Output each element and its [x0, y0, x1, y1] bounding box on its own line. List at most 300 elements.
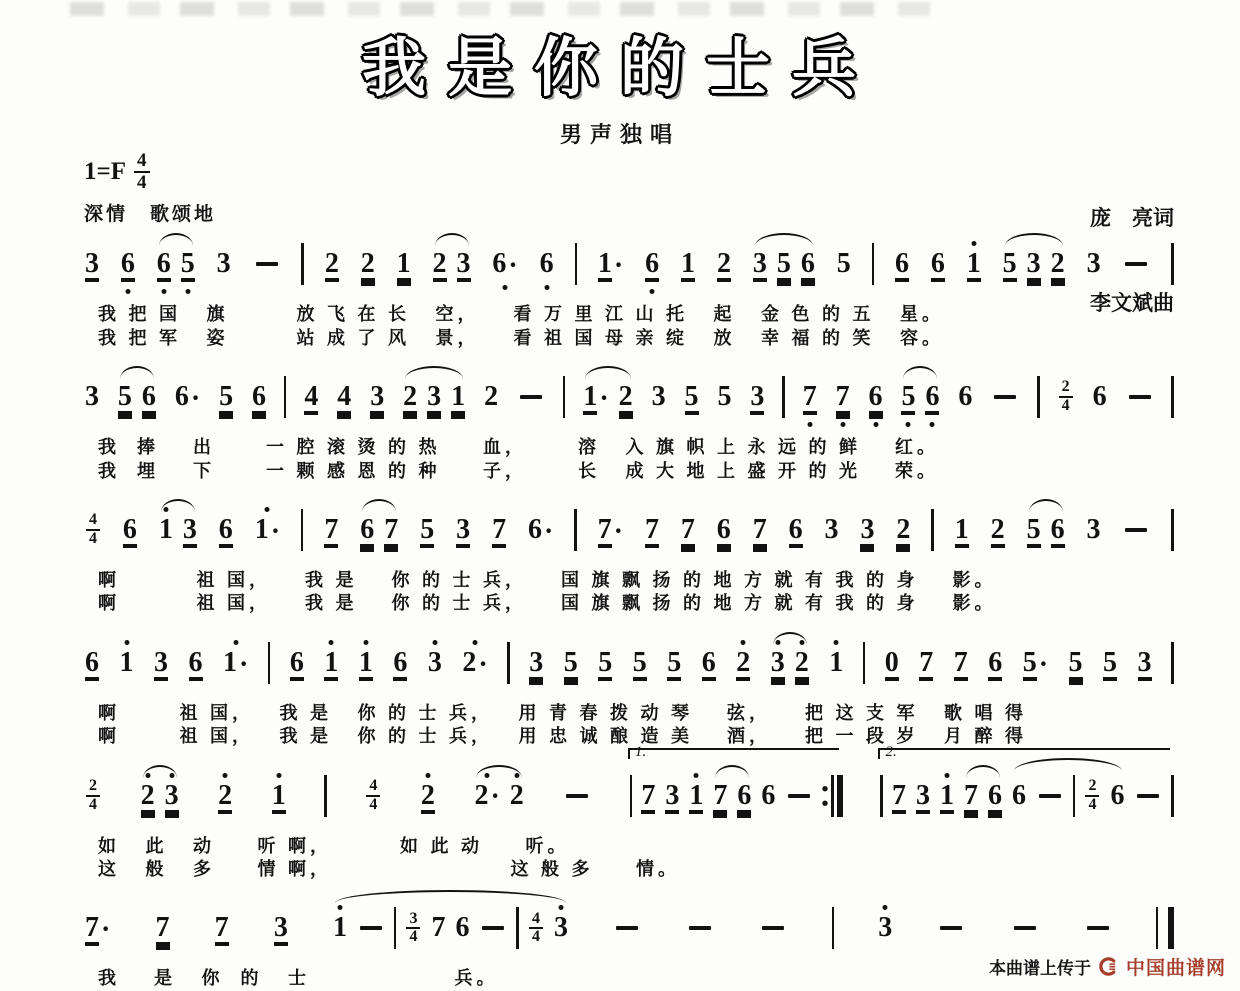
note: [1086, 513, 1102, 545]
time-signature-change: [1059, 379, 1073, 415]
note: [1068, 646, 1084, 678]
meter-numerator: 4: [86, 512, 100, 531]
note-number: 6: [1092, 381, 1107, 413]
note-number: 7: [85, 912, 99, 944]
music-notes-row: [84, 374, 1174, 426]
note-number: 1: [324, 646, 339, 678]
duration-dash: [1125, 528, 1147, 532]
slur-arc-group: [752, 250, 816, 278]
note-number: 6: [788, 513, 803, 545]
note: [155, 914, 171, 942]
note-number: 5: [1068, 646, 1083, 678]
scan-artifact: [70, 2, 950, 16]
music-system: [84, 640, 1174, 749]
note-number: 5: [717, 381, 732, 413]
octave-dot-above: [363, 640, 368, 645]
barline: [394, 907, 397, 949]
duration-dash: [1129, 395, 1151, 399]
barline: [516, 907, 519, 949]
slur-arc-group: [117, 383, 157, 411]
note: [752, 250, 768, 278]
barline: [1171, 775, 1174, 817]
note-number: 1: [119, 646, 134, 678]
note: [963, 779, 979, 811]
time-signature-change: [86, 512, 100, 548]
note-number: 2: [794, 646, 809, 678]
octave-dot-below: [840, 422, 845, 427]
note: [716, 250, 732, 278]
octave-dot-below: [873, 422, 878, 427]
note: [383, 513, 399, 545]
note: [990, 513, 1006, 545]
volta-bracket: [630, 743, 843, 817]
note-number: 6: [455, 912, 470, 944]
note: [597, 646, 613, 678]
note: [701, 646, 717, 678]
note-number: 7: [431, 912, 446, 944]
note: [680, 250, 696, 278]
note-number: 1: [939, 779, 954, 811]
site-logo-icon: [1098, 956, 1119, 977]
note: [188, 646, 204, 678]
note-number: 2: [360, 248, 375, 280]
note-number: 5: [420, 513, 435, 545]
note-number: 5: [632, 646, 647, 678]
note: [84, 912, 111, 946]
music-notes-row: [84, 743, 1174, 825]
note-number: 6: [925, 381, 940, 413]
note: [1102, 646, 1118, 678]
performance-type: 男声独唱: [559, 122, 680, 148]
note: [218, 383, 234, 411]
duration-dash: [940, 926, 962, 930]
note-number: 6: [156, 248, 171, 280]
note: [760, 779, 776, 811]
note: [1026, 250, 1042, 278]
octave-dot-above: [163, 507, 168, 512]
octave-dot-above: [944, 773, 949, 778]
meter-numerator: 2: [1085, 778, 1099, 797]
note: [84, 383, 100, 411]
note: [894, 250, 910, 278]
repeat-thick-bar: [837, 775, 843, 817]
note: [776, 250, 792, 278]
note-number: 1: [451, 381, 466, 413]
note: [324, 250, 340, 278]
augmentation-dot: ·: [508, 250, 518, 282]
note-number: 5: [776, 248, 791, 280]
note: [1002, 250, 1018, 278]
note: [84, 646, 100, 678]
note-number: 5: [117, 381, 132, 413]
lyric-line: 啊 祖 国， 我 是 你 的 士 兵， 国 旗 飘 扬 的 地 方 就 有 我 的 身 影。: [98, 593, 997, 614]
note: [419, 513, 435, 545]
octave-dot-above: [834, 640, 839, 645]
note-number: 3: [216, 248, 231, 280]
note: [924, 383, 940, 411]
note: [164, 779, 180, 811]
music-system: [84, 507, 1174, 616]
note-number: 1: [332, 912, 347, 944]
meter-denominator: 4: [531, 928, 540, 946]
duration-dash: [482, 926, 504, 930]
note-number: 5: [836, 248, 851, 280]
note: [289, 646, 305, 678]
note: [953, 646, 969, 678]
lyricist-credit: 庞 亮词: [1090, 206, 1174, 231]
barline: [872, 243, 875, 285]
note-number: 3: [878, 912, 893, 944]
slur-arc-group: [359, 513, 399, 545]
note-number: 3: [770, 646, 785, 678]
music-notes-row: [84, 905, 1174, 957]
note-number: 2: [324, 248, 339, 280]
note: [527, 513, 554, 547]
note-number: 2: [736, 646, 751, 678]
duration-dash: [1087, 926, 1109, 930]
lyric-line: 我 是 你 的 士 兵。: [98, 968, 499, 989]
note-number: 5: [563, 646, 578, 678]
note: [1109, 779, 1125, 811]
note-number: 2: [484, 381, 499, 413]
note: [323, 646, 339, 678]
note-number: 7: [680, 513, 695, 545]
repeat-end-barline: [822, 775, 843, 817]
key-signature: [84, 151, 1174, 193]
note: [918, 646, 934, 678]
note: [254, 513, 281, 547]
note: [491, 513, 507, 545]
note: [222, 646, 249, 680]
note: [359, 513, 375, 545]
augmentation-dot: ·: [490, 781, 500, 813]
site-name: 中国曲谱网: [1125, 958, 1226, 979]
note: [528, 646, 544, 678]
volta-number: 1.: [634, 743, 647, 760]
note-number: 6: [122, 513, 137, 545]
note: [454, 914, 470, 942]
note-number: 2: [509, 779, 524, 811]
note: [473, 779, 500, 813]
time-signature-change: [86, 778, 100, 814]
lyric-line: 我 把 国 旗 放 飞 在 长 空， 看 万 里 江 山 托 起 金 色 的 五 星。: [98, 304, 944, 325]
note-number: 6: [141, 381, 156, 413]
note-number: 3: [915, 779, 930, 811]
note-number: 3: [824, 513, 839, 545]
note: [868, 383, 884, 411]
octave-dot-above: [124, 640, 129, 645]
lyric-line: 我 把 军 姿 站 成 了 风 景， 看 祖 国 母 亲 绽 放 幸 福 的 笑 容。: [98, 327, 944, 348]
footer: [989, 953, 1226, 980]
note-number: 3: [1137, 646, 1152, 678]
note: [987, 779, 1003, 811]
octave-dot-above: [223, 773, 228, 778]
time-signature-change: [1085, 778, 1099, 814]
note: [684, 383, 700, 411]
note: [900, 383, 916, 411]
note-number: 6: [1011, 779, 1026, 811]
octave-dot-above: [473, 640, 478, 645]
barline: [863, 642, 866, 684]
note: [939, 779, 955, 811]
repeat-thin-bar: [831, 775, 834, 817]
note-number: 6: [174, 381, 189, 413]
slur-arc-group: [156, 250, 196, 278]
music-notes-row: [84, 507, 1174, 559]
note-number: 2: [218, 779, 233, 811]
note: [156, 250, 172, 278]
note-number: 3: [553, 912, 568, 944]
duration-dash: [788, 794, 810, 798]
augmentation-dot: ·: [1038, 648, 1049, 680]
music-system: [84, 743, 1174, 882]
note-number: 2: [403, 381, 418, 413]
slur-arc-group: [582, 381, 633, 414]
time-signature-change: [529, 911, 543, 947]
note-number: 3: [860, 513, 875, 545]
augmentation-dot: ·: [101, 914, 111, 946]
slur-arc-group: [1011, 775, 1126, 817]
meter-denominator: 4: [137, 172, 147, 194]
time-signature-change: [406, 911, 420, 947]
note: [140, 779, 156, 811]
meter-numerator: 2: [1059, 379, 1073, 398]
octave-dot-above: [799, 640, 804, 645]
note-number: 6: [539, 248, 554, 280]
note: [664, 779, 680, 811]
note: [966, 250, 982, 278]
augmentation-dot: ·: [239, 648, 249, 680]
slur-arc-group: [332, 907, 569, 949]
note-number: 6: [895, 248, 909, 280]
meter-denominator: 4: [89, 795, 97, 813]
note: [788, 513, 804, 545]
note-number: 6: [360, 513, 375, 545]
note: [597, 513, 624, 547]
note-number: 7: [891, 779, 906, 811]
note: [736, 779, 752, 811]
note: [1086, 250, 1102, 278]
note-number: 3: [427, 646, 442, 678]
note-number: 5: [1022, 646, 1037, 678]
note: [987, 646, 1003, 678]
note-number: 6: [987, 779, 1002, 811]
note: [770, 646, 786, 678]
song-title: 我是你的士兵: [362, 32, 878, 106]
note: [802, 383, 818, 411]
note-number: 2: [420, 779, 435, 811]
note-number: 7: [644, 513, 659, 545]
octave-dot-above: [145, 773, 150, 778]
note-number: 3: [273, 912, 288, 944]
note: [218, 513, 234, 545]
note-number: 5: [901, 381, 916, 413]
note-number: 5: [1103, 646, 1118, 678]
note-number: 3: [182, 513, 197, 545]
note: [895, 513, 911, 545]
note-number: 5: [667, 646, 682, 678]
octave-dot-above: [329, 640, 334, 645]
augmentation-dot: ·: [613, 515, 624, 547]
note-number: 2: [432, 248, 447, 280]
lyric-line: 我 埋 下 一 颗 感 恩 的 种 子， 长 成 大 地 上 盛 开 的 光 荣。: [98, 460, 939, 481]
lyric-line: 啊 祖 国， 我 是 你 的 士 兵， 用 青 春 拨 动 琴 弦， 把 这 支 军 歌 唱 得: [98, 702, 1027, 723]
duration-dash: [566, 794, 588, 798]
note: [358, 646, 374, 678]
note-number: 2: [716, 248, 731, 280]
meter-numerator: 4: [529, 911, 543, 930]
note-number: 2: [474, 779, 489, 811]
music-system: [84, 374, 1174, 483]
note-number: 1: [689, 779, 704, 811]
note: [369, 383, 385, 411]
tempo-expression: 深情 歌颂地: [84, 203, 217, 226]
note-number: 1: [158, 513, 173, 545]
note-number: 2: [1050, 248, 1065, 280]
note: [930, 250, 946, 278]
note-number: 1: [681, 248, 696, 280]
slur-arc-group: [1002, 250, 1066, 278]
note-number: 3: [529, 646, 544, 678]
note-number: 1: [396, 248, 411, 280]
note-number: 1: [358, 646, 373, 678]
octave-dot-below: [906, 422, 911, 427]
octave-dot-above: [233, 640, 238, 645]
octave-dot-below: [650, 289, 655, 294]
slur-arc-group: [158, 513, 198, 545]
note-number: 6: [120, 248, 135, 280]
note: [119, 646, 135, 678]
note: [491, 248, 518, 282]
note: [392, 646, 408, 678]
note: [483, 383, 499, 411]
note-number: 7: [384, 513, 399, 545]
augmentation-dot: ·: [599, 382, 609, 414]
note: [836, 250, 852, 278]
final-barline: [1156, 907, 1174, 949]
octave-dot-above: [883, 905, 888, 910]
note: [217, 779, 233, 811]
octave-dot-above: [514, 773, 519, 778]
note: [271, 779, 287, 811]
barline: [268, 642, 271, 684]
note: [644, 513, 660, 545]
note-number: 6: [393, 646, 408, 678]
note-number: 6: [930, 248, 945, 280]
note: [835, 383, 851, 411]
note-number: 3: [1086, 513, 1101, 545]
note: [957, 383, 973, 411]
octave-dot-above: [485, 773, 490, 778]
note: [1026, 513, 1042, 545]
meter-numerator: 4: [366, 778, 380, 797]
octave-dot-above: [432, 640, 437, 645]
note-number: 3: [1086, 248, 1101, 280]
note: [158, 513, 174, 545]
note: [450, 383, 466, 411]
octave-dot-below: [125, 289, 130, 294]
note-number: 6: [492, 248, 507, 280]
note: [632, 646, 648, 678]
meter-denominator: 4: [89, 529, 97, 547]
note: [666, 646, 682, 678]
meter-numerator: 3: [406, 911, 420, 930]
slur-arc-group: [473, 779, 524, 813]
barline: [782, 376, 785, 418]
note: [954, 513, 970, 545]
barline: [1171, 509, 1174, 551]
lyric-line: 这 般 多 情 啊， 这 般 多 情。: [98, 858, 680, 879]
note: [651, 383, 667, 411]
music-system: [84, 241, 1174, 350]
meter-denominator: 4: [1061, 397, 1070, 415]
note-number: 6: [800, 248, 815, 280]
note: [800, 250, 816, 278]
note: [273, 914, 289, 942]
note-number: 7: [919, 646, 934, 678]
note-number: 1: [829, 646, 844, 678]
duration-dash: [1014, 926, 1036, 930]
note-number: 1: [223, 646, 237, 678]
note: [153, 646, 169, 678]
octave-dot-above: [276, 773, 281, 778]
volta-number: 2.: [885, 743, 897, 760]
note-number: 3: [154, 646, 168, 678]
note: [618, 383, 634, 411]
note: [402, 383, 418, 411]
note-number: 7: [752, 513, 767, 545]
barline: [575, 243, 578, 285]
slur-arc-group: [1026, 513, 1066, 545]
note-number: 6: [988, 646, 1003, 678]
augmentation-dot: ·: [270, 515, 281, 547]
note: [174, 381, 201, 414]
meter-denominator: 4: [369, 795, 378, 813]
barline: [630, 775, 633, 817]
barline: [324, 775, 327, 817]
note: [1092, 383, 1108, 411]
note-number: 6: [85, 646, 99, 678]
note: [1050, 250, 1066, 278]
note: [360, 250, 376, 278]
note: [1137, 646, 1153, 678]
slur-arc-group: [963, 779, 1003, 811]
barline: [1171, 376, 1174, 418]
barline: [284, 376, 287, 418]
meter-denominator: 4: [409, 928, 418, 946]
barline: [507, 642, 510, 684]
note: [427, 646, 443, 678]
octave-dot-below: [807, 422, 812, 427]
duration-dash: [689, 926, 711, 930]
note: [432, 250, 448, 278]
duration-dash: [520, 395, 542, 399]
note: [752, 513, 768, 545]
note-number: 5: [684, 381, 699, 413]
note: [180, 250, 196, 278]
note: [251, 383, 267, 411]
note-number: 6: [645, 248, 660, 280]
note-number: 2: [990, 513, 1005, 545]
note-number: 3: [370, 381, 385, 413]
note: [1011, 779, 1027, 811]
augmentation-dot: ·: [613, 250, 624, 282]
note: [461, 646, 488, 680]
meter-numerator: 4: [134, 151, 150, 173]
note-number: 7: [802, 381, 817, 413]
slur-arc-group: [140, 779, 180, 811]
note: [426, 383, 442, 411]
